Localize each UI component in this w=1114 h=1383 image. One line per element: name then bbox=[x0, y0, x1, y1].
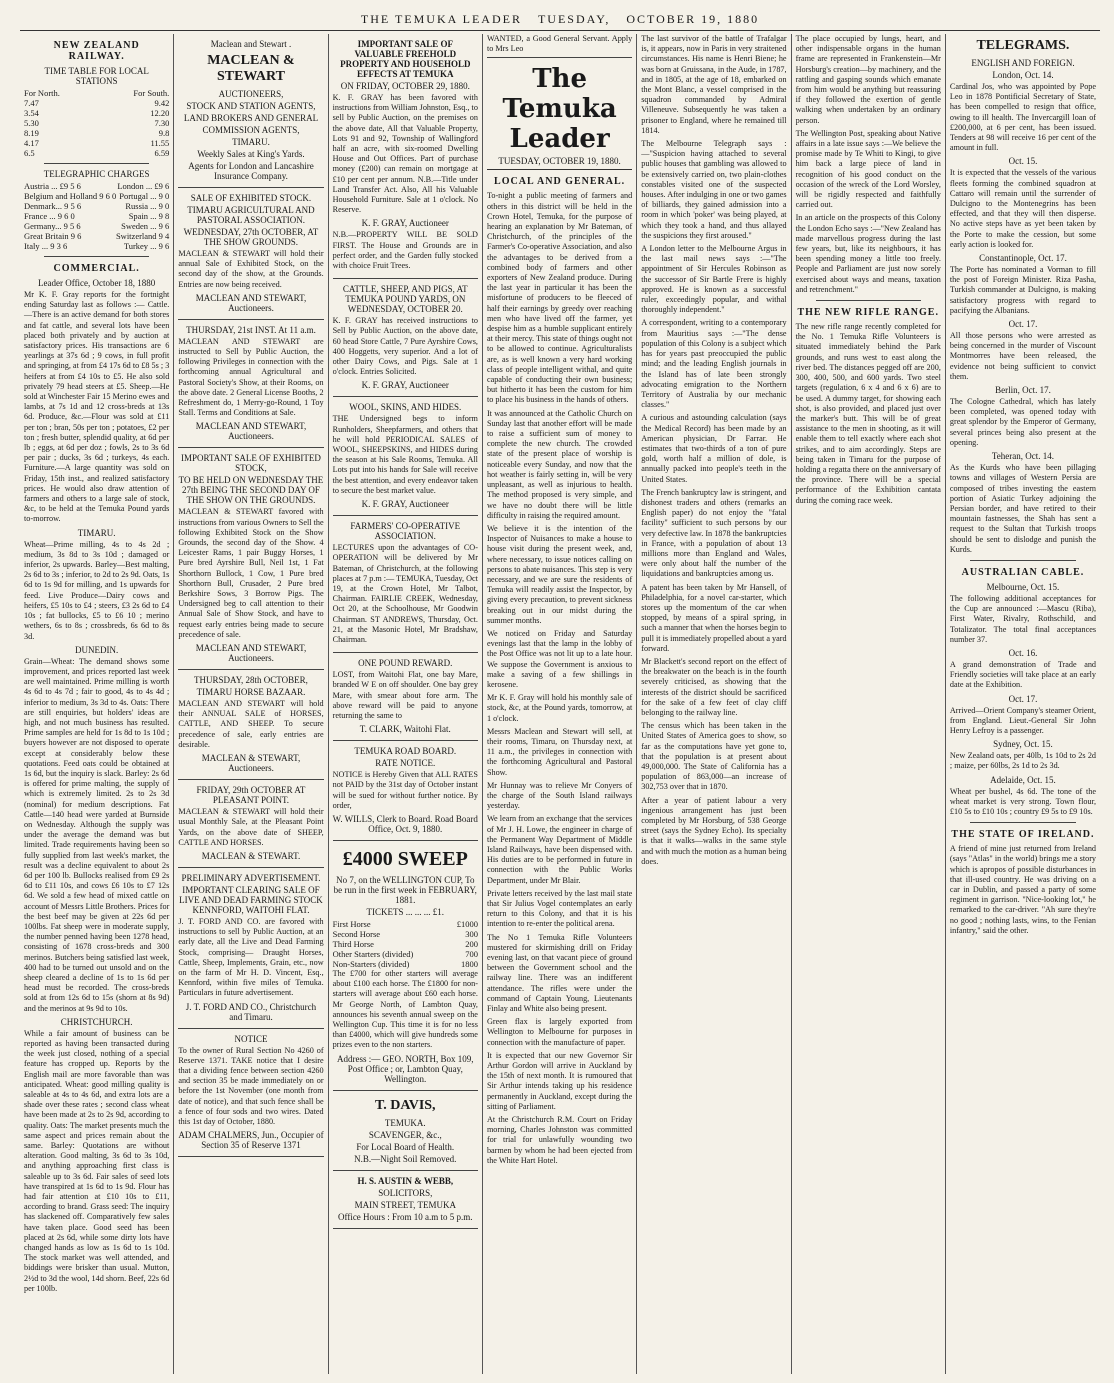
news-paragraph: The No 1 Temuka Rifle Volunteers mustered for skirmishing drill on Friday evening last, on that vacant piece of ground between the Government school and the railway line. There was an indifferent attendance. The rifles were under the command of Captain Young, Lieutenants Finlay and White also being present. bbox=[486, 932, 633, 1014]
advert-signature: J. T. FORD AND CO., Christchurch and Timaru. bbox=[185, 1001, 317, 1022]
advert-title: NOTICE bbox=[234, 1033, 268, 1044]
advert-title: TEMUKA ROAD BOARD. bbox=[354, 746, 457, 757]
advert-subtitle: No 7, on the WELLINGTON CUP, To be run in the first week in FEBRUARY, 1881. bbox=[333, 874, 477, 905]
ireland-title: THE STATE OF IRELAND. bbox=[951, 829, 1095, 841]
advert-title: IMPORTANT SALE OF VALUABLE FREEHOLD PROPERTY AND HOUSEHOLD EFFECTS AT TEMUKA bbox=[340, 39, 471, 79]
advert-subtitle: TIMARU AGRICULTURAL AND PASTORAL ASSOCIATION. bbox=[187, 205, 315, 225]
advert-solicitors bbox=[333, 1171, 478, 1229]
advert-text: N.B.—PROPERTY WILL BE SOLD FIRST. The House and Grounds are in perfect order, and the Garden fully stocked with choice Fruit Trees. bbox=[332, 230, 478, 271]
telegraph-cell: Germany... 9 5 6 bbox=[24, 221, 81, 231]
advert-wool bbox=[333, 397, 478, 516]
christchurch-title: CHRISTCHURCH. bbox=[60, 1016, 133, 1027]
telegrams-subtitle: ENGLISH AND FOREIGN. bbox=[971, 58, 1075, 68]
telegrams-title: TELEGRAMS. bbox=[976, 38, 1070, 53]
advert-signature: ADAM CHALMERS, Jun., Occupier of Section 35 of Reserve 1371 bbox=[178, 1130, 324, 1151]
advert-text: MACLEAN & STEWART will hold their annual Sale of Exhibited Stock, on the second day of the show, at the Grounds. Entries are now being received. bbox=[178, 249, 324, 289]
railway-title: NEW ZEALAND RAILWAY. bbox=[53, 40, 140, 62]
advert-line: TIMARU. bbox=[232, 137, 270, 147]
telegraph-table bbox=[24, 181, 169, 251]
train-time: 6.59 bbox=[154, 148, 170, 158]
dateline: Oct. 17. bbox=[1008, 693, 1038, 704]
telegraph-cell: Great Britain 9 6 bbox=[24, 231, 82, 241]
advert-signature: MACLEAN AND STEWART, Auctioneers. bbox=[195, 292, 307, 313]
advert-line: MAIN STREET, TEMUKA bbox=[354, 1199, 456, 1210]
news-paragraph: A curious and astounding calculation (says the Medical Record) has been made by an American physician, Dr Farrar. He estimates that two-thirds of a ton of pure gold, worth half a million of dole, is annually packed into people's teeth in the United States. bbox=[641, 413, 787, 484]
news-paragraph: The Melbourne Telegraph says :—"Suspicion having attached to several public houses that gambling was allowed to be extensively carried on, two plain-clothes constables visited one of the suspected houses. After indulging in one or two games of billiards, they gained admission into a room in which 'poker' was being played, at which they took a hand, and thus allayed the suspicions they first aroused." bbox=[641, 139, 787, 240]
train-time: 9.8 bbox=[158, 128, 170, 138]
advert-freehold bbox=[333, 34, 478, 279]
telegraph-title: TELEGRAPHIC CHARGES bbox=[43, 169, 150, 179]
telegraph-cell: Switzerland 9 4 bbox=[115, 231, 170, 241]
news-paragraph: After a year of patient labour a very ingenious arrangement has just been completed by Mr Horsburg, of 538 George street (says the Sydney Echo). Its specialty is that it walks—walks in the same style and with much the motion as a human being does. bbox=[641, 795, 787, 866]
prize-cell: 300 bbox=[465, 928, 478, 939]
dateline: London, Oct. 14. bbox=[992, 70, 1054, 80]
advert-subtitle: TIMARU HORSE BAZAAR. bbox=[196, 687, 306, 698]
column-3 bbox=[329, 34, 483, 1374]
news-paragraph: Mr Hunnay was to relieve Mr Conyers of the charge of the South Island railways yesterday. bbox=[486, 780, 633, 811]
telegraph-cell: Italy ... 9 3 6 bbox=[24, 241, 68, 251]
advert-title: SALE OF EXHIBITED STOCK. bbox=[190, 193, 312, 203]
masthead: The Temuka Leader bbox=[502, 64, 617, 155]
advert-top: Maclean and Stewart . bbox=[210, 39, 292, 49]
advert-line: Office Hours : From 10 a.m to 5 p.m. bbox=[337, 1211, 473, 1222]
telegram-text: It is expected that the vessels of the various fleets forming the combined squadron at Cattaro will remain until the surrender of Dulcigno to the Montenegrins has been effected, and that they will then disperse. No active steps have as yet been taken by the Porte to make the cession, but some early action is looked for. bbox=[949, 168, 1097, 249]
column-7 bbox=[946, 34, 1100, 1374]
north-label: For North. bbox=[24, 88, 60, 98]
dunedin-text: Grain—Wheat: The demand shows some improvement, and prices reported last week are well maintained. Prime milling is worth 4s 6d to 4s 7d ; fair to good, 4s to 4s 4d ; inferior to medium, 3s 3d to 4s. Oats: There are still enquiries, but holders' ideas are high, and not much business has resulted. Prime samples are held for 1s 8d to 1s 10d ; buyers however are not disposed to operate except at considerably below these quotations. Feed oats could be obtained at 1s 6d, but the inquiry is slack. Barley: 2s 6d is offered for prime malting, the supply of which is extremely limited. 2s to 2s 3d (nominal) for medium descriptions. Fat Cattle—140 head were yarded at Burnside on Wednesday. Although the supply was under the average the demand was but limited. Trade requirements having been so fully supplied from last week's market, the result was a decline equivalent to about 2s 6d per 100 lb. Bullocks realised from £9 2s 6d to £11 10s, and cows £6 10s to £7 12s 6d. We sold a few head of mixed cattle on account of Messrs Little Brothers. Prices for the best beef may be given at 22s 6d per 100lbs. Fat sheep were in moderate supply, the number penned having been 1278 head, consisting of 1678 cross-breds and 300 merinos. Butchers being satisfied last week, 400 had to be turned out unsold and on the sheep cleared a decline of 1s to 1s 6d per head must be recorded. The cross-breds sold at from 12s 6d to 15s (shorn at 8s 9d) and the merinos at 9s 9d to 10s. bbox=[24, 656, 170, 1013]
advert-signature: T. CLARK, Waitohi Flat. bbox=[359, 724, 451, 735]
train-time: 7.30 bbox=[154, 118, 170, 128]
news-paragraph: The place occupied by lungs, heart, and other indispensable organs in the human frame are represented in Frankenstein—Mr Horsburg's creation—by machinery, and the rattling and gasping sounds which emanate from him would be anything but reassuring if they followed the exertion of gentle walking when undertaken by an ordinary person. bbox=[795, 34, 941, 125]
advert-exhibited-stock bbox=[178, 188, 323, 320]
telegraph-cell: Russia ... 9 0 bbox=[125, 201, 170, 211]
advert-road-board bbox=[333, 741, 478, 841]
timaru-text: Wheat—Prime milling, 4s to 4s 2d ; medium, 3s 8d to 3s 10d ; damaged or inferior, 2s upwards. Barley—Best malting, 2s 6d to 3s ; inferior, to 2d to 2s 9d. Oats, 1s 6d to 1s 9d for milling, and 1s upwards for feed. Live Produce—Dairy cows and heifers, £5 10s to £4 ; steers, £3 2s 6d to £4 10s ; fat bullocks, £5 to £6 10 ; merino wethers, 6s to 8s ; crossbreds, 6s 6d to 8s 3d. bbox=[24, 539, 170, 641]
telegram-text: New Zealand oats, per 40lb, 1s 10d to 2s 2d ; maize, per 60lbs, 2s 1d to 2s 3d. bbox=[949, 751, 1097, 771]
advert-reward bbox=[333, 653, 478, 741]
telegraph-cell: Spain ... 9 8 bbox=[128, 211, 170, 221]
telegraph-cell: Turkey ... 9 6 bbox=[123, 241, 170, 251]
advert-scavenger bbox=[333, 1091, 478, 1171]
telegram-text: A grand demonstration of Trade and Friendly societies will take place at an early date at the Exhibition. bbox=[949, 659, 1097, 690]
advert-line: N.B.—Night Soil Removed. bbox=[354, 1153, 457, 1164]
advert-title: ONE POUND REWARD. bbox=[358, 658, 453, 669]
advert-signature: W. WILLS, Clerk to Board. Road Board Office, Oct. 9, 1880. bbox=[332, 813, 478, 834]
dateline: Melbourne, Oct. 15. bbox=[986, 581, 1060, 592]
rifle-range-text: The new rifle range recently completed for the No. 1 Temuka Rifle Volunteers is situated immediately behind the Park grounds, and runs west to east along the river bed. The distances pegged off are 200, 300, 400, 500, and 600 yards. Two steel targets (regulation, 6 x 4 and 6 x 6) are to be used. A dummy target, for showing each shot, is also provided, and placed just over the marker's butt. This will be of great assistance to the men in shooting, as it will enable them to tell exactly where each shot strikes, and to aim accordingly. Steps are being taken in Timaru for the purpose of holding a regatta there on the anniversary of the province. There will be a special performance of the Exhibition cantata during the coming race week. bbox=[795, 322, 941, 505]
advert-line: SCAVENGER, &c., bbox=[368, 1129, 442, 1140]
dateline: Constantinople, Oct. 17. bbox=[979, 253, 1067, 264]
advert-subtitle: TO BE HELD ON WEDNESDAY THE 27th BEING THE SECOND DAY OF THE SHOW ON THE GROUNDS. bbox=[178, 475, 324, 506]
news-paragraph: It is expected that our new Governor Sir Arthur Gordon will arrive in Auckland by the 15th of next month. It is rumoured that Sir Arthur intends taking up his residence permanently in Auckland, except during the sitting of Parliament. bbox=[486, 1050, 633, 1111]
page-header bbox=[20, 8, 1100, 31]
advert-signature: K. F. GRAY, Auctioneer bbox=[361, 499, 449, 510]
column-2 bbox=[174, 34, 328, 1374]
advert-title: FARMERS' CO-OPERATIVE ASSOCIATION. bbox=[350, 521, 461, 542]
telegraph-cell: London ... £9 6 bbox=[117, 181, 170, 191]
train-time: 5.30 bbox=[24, 118, 39, 128]
dateline: Oct. 17. bbox=[1008, 319, 1038, 330]
advert-line: Agents for London and Lancashire Insurance Company. bbox=[188, 161, 314, 181]
advert-show-sale bbox=[178, 448, 323, 670]
advert-signature: MACLEAN AND STEWART, Auctioneers. bbox=[195, 643, 307, 664]
train-time: 12.20 bbox=[150, 108, 170, 118]
news-paragraph: It was announced at the Catholic Church on Sunday last that another effort will be made to raise a sufficient sum of money to complete the new church. The crowded state of the present place of worship is noticeable every Sunday, and now that the hot weather is fairly setting in, will be very unpleasant, as well as injurious to health. The method proposed is very simple, and we have no doubt there will be little difficulty in raising the required amount. bbox=[486, 408, 633, 520]
advert-date: THURSDAY, 28th OCTOBER, bbox=[194, 675, 308, 686]
advert-line: AUCTIONEERS, bbox=[218, 89, 284, 99]
advert-pleasant-point bbox=[178, 780, 323, 868]
dateline: Oct. 16. bbox=[1008, 647, 1038, 658]
news-paragraph: In an article on the prospects of this Colony the London Echo says :—"New Zealand has made marvellous progress during the last few years, but, like its neighbours, it has been spending money a little too freely. People and Parliament are just now sorely exercised about ways and means, taxation and retrenchment." bbox=[795, 213, 941, 294]
column-1 bbox=[20, 34, 174, 1374]
train-time: 7.47 bbox=[24, 98, 39, 108]
advert-cooperative bbox=[333, 516, 478, 653]
ireland-text: A friend of mine just returned from Ireland (says "Atlas" in the world) brings me a story which is apropos of possible disturbances in that ill-used country. He was driving on a car in Dublin, and passed a party of some regiment in garrison. "Nice-looking lot," he remarked to the car-driver. "Ah sure they're no good ; nothing lasts, wins, to the Fenian infantry," said the other. bbox=[949, 844, 1097, 935]
telegram-text: All those persons who were arrested as being concerned in the murder of Viscount Montmorres have been released, the evidence not being sufficient to convict them. bbox=[949, 331, 1097, 381]
advert-signature: K. F. GRAY, Auctioneer bbox=[361, 380, 449, 391]
advert-name: T. DAVIS, bbox=[375, 1097, 436, 1113]
advert-signature: MACLEAN AND STEWART, Auctioneers. bbox=[195, 421, 307, 442]
advert-text: The £700 for other starters will average about £100 each horse. The £1800 for non-starters will average about £60 each horse. Mr George North, of Lambton Quay, announces his seventh annual sweep on the Wellington Cup. This time it is for no less than £4000, which will give hundreds some prizes even to the non starters. bbox=[332, 968, 478, 1050]
news-paragraph: A patent has been taken by Mr Hansell, of Philadelphia, for a novel car-starter, which stores up the momentum of the car when stopped, by means of a spiral spring, in such a manner that when the horses begin to pull it is immediately propelled about a yard forward. bbox=[641, 582, 787, 653]
paper-title: THE TEMUKA LEADER bbox=[360, 11, 522, 26]
header-day: TUESDAY, bbox=[537, 11, 611, 26]
telegraph-cell: Denmark... 9 5 6 bbox=[24, 201, 82, 211]
dateline: Adelaide, Oct. 15. bbox=[990, 774, 1056, 785]
advert-subtitle: RATE NOTICE. bbox=[375, 758, 436, 769]
news-paragraph: Mr Blackett's second report on the effect of the breakwater on the beach is in the fourth severely criticised, as showing that the interests of the district should be sacrificed for the sake of a few feet of clay cliff belonging to the railway line. bbox=[641, 656, 787, 717]
news-paragraph: A London letter to the Melbourne Argus in the last mail news says :—"The appointment of Sir Hercules Robinson as the successor of Sir Bartle Frere is highly approved. He is known as a successful ruler, exceedingly popular, and withal thoroughly independent." bbox=[641, 244, 787, 315]
prize-cell: Second Horse bbox=[332, 928, 381, 939]
telegraph-cell: France ... 9 6 0 bbox=[24, 211, 75, 221]
advert-signature: K. F. GRAY, Auctioneer bbox=[361, 218, 449, 229]
advert-text: J. T. FORD AND CO. are favored with instructions to sell by Public Auction, at an early date, all the Live and Dead Farming Stock, comprising— Draught Horses, Cattle, Sheep, Implements, Grain, etc., now on the farm of Mr H. D. Vincent, Esq., Kennford, within five miles of Temuka. Particulars in future advertisement. bbox=[178, 916, 324, 998]
advert-signature: MACLEAN & STEWART. bbox=[201, 850, 301, 861]
prize-cell: 700 bbox=[465, 948, 478, 959]
advert-line: Weekly Sales at King's Yards. bbox=[197, 149, 305, 159]
advert-subtitle: IMPORTANT CLEARING SALE OF LIVE AND DEAD FARMING STOCK KENNFORD, WAITOHI FLAT. bbox=[179, 884, 323, 915]
news-paragraph: The Wellington Post, speaking about Native affairs in a late issue says :—We believe the promise made by Te Whiti to Kingi, to give him back a large piece of land in recognition of his good conduct on the occasion of the wreck of the Lord Worsley, will be rigidly respected and faithfully carried out. bbox=[795, 128, 941, 210]
column-6 bbox=[792, 34, 946, 1374]
commercial-date: Leader Office, October 18, 1880 bbox=[38, 278, 156, 288]
advert-text: LOST, from Waitohi Flat, one bay Mare, branded W E on off shoulder. One bay grey Mare, with smear about fore arm. The above reward will be paid to anyone returning the same to bbox=[332, 670, 478, 720]
advert-line: TICKETS ... ... ... £1. bbox=[366, 906, 445, 917]
column-5 bbox=[637, 34, 791, 1374]
advert-text: To the owner of Rural Section No 4260 of Reserve 1371. TAKE notice that I desire that a dividing fence between section 4260 and section 35 be made immediately on or before the 1st November (one month from date of notice), and that such fence shall be a fence of four sods and two wires. Dated this 1st day of October, 1880. bbox=[178, 1045, 324, 1126]
telegram-text: The Porte has nominated a Vorman to fill the post of Foreign Minister. Riza Pasha, Turkish commander at Dulcigno, is making satisfactory progress with regard to pacifying the Albanians. bbox=[949, 265, 1097, 315]
news-paragraph: At the Christchurch R.M. Court on Friday morning, Charles Johnston was committed for trial for unlawfully wounding two barmen by whom he had been ejected from the White Hart Hotel. bbox=[486, 1115, 633, 1165]
advert-clearing-sale bbox=[178, 868, 323, 1029]
advert-text: NOTICE is Hereby Given that ALL RATES not PAID by the 31st day of October instant will be sued for without further notice. By order, bbox=[332, 770, 478, 810]
telegraph-cell: Sweden ... 9 6 bbox=[121, 221, 170, 231]
advert-address: Address :— GEO. NORTH, Box 109, Post Office ; or, Lambton Quay, Wellington. bbox=[337, 1053, 474, 1084]
advert-date: THURSDAY, 21st INST. At 11 a.m. bbox=[186, 324, 316, 335]
advert-title: PRELIMINARY ADVERTISEMENT. bbox=[181, 872, 321, 883]
train-time: 11.55 bbox=[150, 138, 170, 148]
prize-cell: Non-Starters (divided) bbox=[332, 958, 410, 969]
train-time: 8.19 bbox=[24, 128, 39, 138]
news-paragraph: Messrs Maclean and Stewart will sell, at their rooms, Timaru, on Thursday next, at 11 a.m., the privileges in connection with the forthcoming Agricultural and Pastoral Show. bbox=[486, 726, 633, 777]
train-time: 3.54 bbox=[24, 108, 39, 118]
australian-cable-title: AUSTRALIAN CABLE. bbox=[961, 566, 1085, 578]
advert-title: IMPORTANT SALE OF EXHIBITED STOCK, bbox=[181, 453, 321, 474]
prize-cell: First Horse bbox=[332, 918, 371, 929]
telegraph-cell: Portugal ... 9 0 bbox=[119, 191, 170, 201]
telegram-text: Arrived—Orient Company's steamer Orient, from England. Lieut.-General Sir John Henry Lefroy is a passenger. bbox=[949, 705, 1097, 735]
advert-text: K. F. GRAY has been favored with instructions from William Johnston, Esq., to sell by Public Auction, on the premises on the above date, All that Valuable Property, Lots 91 and 92, Township of Wallingford half an acre, with six-roomed Dwelling House and Out Offices. Part of purchase money (£200) can remain on mortgage at £10 per cent per annum. N.B.—Title under Land Transfer Act. Also, All his Valuable Household Furniture. Sale at 1 o'clock. No Reserve. bbox=[332, 93, 478, 215]
train-time: 4.17 bbox=[24, 138, 39, 148]
advert-text: MACLEAN & STEWART favored with instructions from various Owners to Sell the following Exhibited Stock on the Show Grounds, the second day of the Show. 4 Leicester Rams, 1 pair Buggy Horses, 1 Pure bred Ayrshire Bull, Neil 1st, 1 Fat Shorthorn Bullock, 1 Cow, 1 Pure bred Shorthorn Bull, Crusader, 2 Pure bred Berkshire Sows, 3 Borrow Pigs. The Undersigned beg to call attention to their Annual Sale of Show Stock, and have to request early entries being made to secure precedence of sale. bbox=[178, 507, 324, 639]
advert-text: LECTURES upon the advantages of CO-OPERATION will be delivered by Mr Bateman, of Christchurch, at the following places at 7 p.m :— TEMUKA, Tuesday, Oct 19, at the Crown Hotel, Mr Talbot, Chairman. FAIRLIE CREEK, Wednesday, Oct 20, at the Schoolhouse, Mr Goodwin Chairman. ST ANDREWS, Thursday, Oct. 21, at the Masonic Hotel, Mr Bradshaw, Chairman. bbox=[332, 543, 478, 644]
news-paragraph: The French bankruptcy law is stringent, and dishonest traders and others (remarks an English paper) do not enjoy the "fatal facility" sufficient to such persons by our very defective law. In 1878 the bankruptcies in France, with a population of about 13 millions more than England and Wales, were only about half the number of the liquidations and bankruptcies among us. bbox=[641, 487, 787, 579]
news-paragraph: Private letters received by the last mail state that Sir Julius Vogel contemplates an early return to this Colony, and that it is his intention to re-enter the political arena. bbox=[486, 888, 633, 929]
train-time: 6.5 bbox=[24, 148, 35, 158]
telegraph-cell: Austria ... £9 5 6 bbox=[24, 181, 81, 191]
advert-text: THE Undersigned begs to inform Runholders, Sheepfarmers, and others that he will hold PERIODICAL SALES of WOOL, SHEEPSKINS, and HIDES during the season at his Sale Rooms, Temuka. All Lots put into his hands for Sale will receive the best attention, and every endeavor taken to secure the best market value. bbox=[332, 414, 478, 495]
prize-cell: Third Horse bbox=[332, 938, 374, 949]
prize-table bbox=[333, 919, 478, 969]
telegram-text: The following additional acceptances for the Cup are announced :—Mascu (Riba), First Water, Rivalry, Rothschild, and Totalizator. The total final acceptances number 37. bbox=[949, 593, 1097, 644]
advert-text: K. F. GRAY has received instructions to Sell by Public Auction, on the above date, 60 head Store Cattle, 7 Pure Ayrshire Cows, 400 Hoggetts, very superior. And a lot of other Dairy Cows, and Pigs. Sale at 1 o'clock. Entries Solicited. bbox=[332, 316, 478, 377]
news-paragraph: A correspondent, writing to a contemporary from Mauritius says :—"The dense population of this Colony is a subject which has for years past preoccupied the public mind; and the leading English journals in the Island has of late been strongly advocating emigration to the Northern Territory of Australia by our mechanic classes." bbox=[641, 318, 787, 410]
news-paragraph: To-night a public meeting of farmers and others in this district will be held in the Crown Hotel, Temuka, for the purpose of hearing an explanation by Mr Bateman, of Christchurch, of the principles of the Farmer's Co-operative Association, and also the advantages to be derived from a combined body of farmers and other exporters of New Zealand produce. During the last year in particular it has been the misfortune of producers to be fleeced of half their earnings by greedy over reaching men who have lived off the farmer, yet despise him as a humble supplicant entirely at their mercy. This state of things ought not to be allowed to continue. Agriculturalists are, as is well known a very hard working class of people intelligent withal, and quite capable of conducting their own business; but hitherto it has been the custom for him to place his business in the hands of others. bbox=[486, 191, 633, 405]
train-time: 9.42 bbox=[154, 98, 170, 108]
advert-title: WOOL, SKINS, AND HIDES. bbox=[349, 402, 462, 413]
advert-date: WEDNESDAY, 27th OCTOBER, AT THE SHOW GROUNDS. bbox=[183, 227, 319, 247]
advert-text: MACLEAN AND STEWART will hold their ANNUAL SALE of HORSES, CATTLE, AND SHEEP. To secure precedence of sale, early entries are desirable. bbox=[178, 699, 324, 749]
news-paragraph: We believe it is the intention of the Inspector of Nuisances to make a house to house visit during the present week, and, where necessary, to issue notices calling on persons to abate nuisances. This step is very necessary, and we are sure the residents of Temuka will readily assist the Inspector, by giving every precaution, to prevent sickness breaking out in our midst during the summer months. bbox=[486, 523, 633, 625]
dateline: Sydney, Oct. 15. bbox=[993, 739, 1053, 750]
advert-line: STOCK AND STATION AGENTS, bbox=[186, 101, 316, 111]
masthead-date: TUESDAY, OCTOBER 19, 1880. bbox=[487, 156, 632, 170]
wanted-advert: WANTED, a Good General Servant. Apply to Mrs Leo bbox=[487, 34, 632, 58]
timetable-title: TIME TABLE FOR LOCAL STATIONS bbox=[44, 66, 149, 86]
advert-fence-notice bbox=[178, 1029, 323, 1158]
advert-text: MACLEAN & STEWART will hold their usual Monthly Sale, at the Pleasant Point Yards, on the above date of SHEEP, CATTLE AND HORSES. bbox=[178, 807, 324, 847]
timaru-title: TIMARU. bbox=[77, 527, 116, 538]
news-paragraph: Mr K. F. Gray will hold his monthly sale of stock, &c, at the Pound yards, tomorrow, at 1 o'clock. bbox=[486, 693, 633, 723]
advert-name: MACLEAN & STEWART bbox=[207, 53, 295, 84]
prize-cell: £1000 bbox=[456, 918, 478, 929]
header-date: OCTOBER 19, 1880 bbox=[626, 11, 760, 26]
news-paragraph: The census which has been taken in the United States of America goes to show, so far as the computations have yet gone to, that the population is at present about 49,000,000. The State of California has a population of 863,000—an increase of 302,753 over that in 1870. bbox=[641, 721, 787, 792]
rifle-range-title: THE NEW RIFLE RANGE. bbox=[797, 307, 939, 319]
advert-line: SOLICITORS, bbox=[378, 1187, 433, 1198]
advert-signature: MACLEAN & STEWART, Auctioneers. bbox=[201, 753, 301, 774]
section-title: LOCAL AND GENERAL. bbox=[494, 176, 626, 188]
advert-privileges bbox=[178, 320, 323, 449]
advert-text: MACLEAN AND STEWART are instructed to Sell by Public Auction, the following Privileges in connection with the forthcoming annual Agricultural and Pastoral Society's Show, at their Rooms, on the above date. 2 General License Booths, 2 Refreshment do, 1 Merry-go-Round, 1 Toy Stall. Terms and Conditions at Sale. bbox=[178, 336, 324, 418]
news-paragraph: We learn from an exchange that the services of Mr J. H. Lowe, the engineer in charge of the Permanent Way Department of Middle Island Railways, have been dispensed with. His duties are to be performed in future in connection with the Public Works Department, under Mr Blair. bbox=[486, 814, 633, 885]
telegram-text: As the Kurds who have been pillaging towns and villages of Western Persia are composed of tribes investing the eastern portion of Asiatic Turkey adjoining the Persian border, and have retired to their mountain fastnesses, the Shah has sent a request to the Sultan that Turkish troops should be sent to dislodge and punish the Kurds. bbox=[949, 463, 1097, 554]
advert-pound-yards bbox=[333, 279, 478, 397]
advert-line: TEMUKA. bbox=[384, 1117, 426, 1128]
advert-date: ON FRIDAY, OCTOBER 29, 1880. bbox=[340, 81, 470, 91]
news-paragraph: Green flax is largely exported from Wellington to Melbourne for purposes in connection with the manufacture of paper. bbox=[486, 1017, 633, 1047]
column-4 bbox=[483, 34, 637, 1374]
christchurch-text: While a fair amount of business can be reported as having been transacted during the week just closed, nothing of a special feature has cropped up. Reports by the English mail are more favorable than was anticipated. Wheat: good milling quality is saleable at 4s to 4s 6d, and extra lots are a shade over these rates ; second class wheat have been made at 2s to 2s 9d, according to quality. Oats: The market presents much the same aspect and prices remain about the same. Barley: Quotations are without alteration. Good malting, 3s 6d to 3s 10d, and anything approaching first class is saleable up to 3s 6d. Fair sales of seed lots have transpired at 1s 6d to 1s 9d. Flour has had fair attention at £10 10s to £11, according to brand. Grass seed: The inquiry has slackened off. Comparatively few sales have taken place. Good seed has been placed at 2s 6d, while some dirty lots have changed hands as low as 1s 6d to 1s 10d. The stock market was well attended, and biddings were brisker than usual. Mutton, 2½d to 3d the wool, 14d shorn. Beef, 22s 6d per 100lb. bbox=[24, 1028, 170, 1293]
prize-cell: 1800 bbox=[460, 958, 478, 969]
commercial-text: Mr K. F. Gray reports for the fortnight ending Saturday last as follows :— Cattle.—There is an active demand for both stores and fat cattle, and several lots have been placed both privately and by auction at satisfactory prices. His transactions are 6 yearlings at 37s 6d ; 9 cows, in full profit and springing, at from £4 17s 6d to £8 5s ; 3 heifers at from £4 10s to £5. He also sold privately 79 head steers at £5. Sheep.—He sold at Winchester Fair 15 Merino ewes and lambs, at 7s 1d and 12 cross-breds at 13s 6d. Produce, &c.—Flour was sold at £11 per ton ; bran, 50s per ton ; potatoes, £2 per ton ; fresh butter, splendid quality, at 6d per lb ; eggs, at 6d per doz ; fowls, 2s to 3s 6d per pair ; ducks, 3s 6d ; turkeys, 4s each. Furniture.—A large quantity was sold on Friday, 15th inst., and realized satisfactory prices. He would also draw attention of farmers and others to a large sale of stock, &c, to be held at the Temuka Pound yards to-morrow. bbox=[24, 290, 170, 524]
commercial-title: COMMERCIAL. bbox=[53, 263, 140, 274]
telegram-text: Wheat per bushel, 4s 6d. The tone of the wheat market is very strong. Town flour, £10 5s to £10 10s ; country £9 5s to £9 10s. bbox=[949, 786, 1097, 816]
south-label: For South. bbox=[133, 88, 170, 98]
advert-horse-bazaar bbox=[178, 670, 323, 780]
prize-cell: Other Starters (divided) bbox=[332, 948, 414, 959]
prize-cell: 200 bbox=[465, 938, 478, 949]
telegram-text: The Cologne Cathedral, which has lately been completed, was opened today with great splendor by the Emperor of Germany, several princes being also present at the opening. bbox=[949, 397, 1097, 447]
advert-date: FRIDAY, 29th OCTOBER AT PLEASANT POINT. bbox=[196, 785, 306, 806]
advert-title: £4000 SWEEP bbox=[342, 847, 468, 870]
dateline: Berlin, Oct. 17. bbox=[995, 385, 1051, 396]
dateline: Oct. 15. bbox=[1008, 156, 1038, 167]
advert-maclean-stewart bbox=[178, 34, 323, 188]
telegram-text: Cardinal Jos, who was appointed by Pope Leo in 1878 Pontificial Secretary of State, has been compelled to resign that office, owing to ill health. The Invercargill loan of £200,000, at 6 per cent, has been issued. Tenders at 98 will receive 16 per cent of the amount in full. bbox=[949, 82, 1097, 153]
advert-sweep bbox=[333, 841, 478, 1091]
advert-name: H. S. AUSTIN & WEBB, bbox=[357, 1175, 454, 1186]
dateline: Teheran, Oct. 14. bbox=[991, 451, 1054, 462]
advert-line: COMMISSION AGENTS, bbox=[202, 125, 300, 135]
dunedin-title: DUNEDIN. bbox=[75, 644, 119, 655]
news-paragraph: We noticed on Friday and Saturday evenings last that the lamp in the lobby of the Post Office was not lit up to a late hour. We suppose the Government is anxious to make a saving of a few shillings in kerosene. bbox=[486, 628, 633, 689]
news-paragraph: The last survivor of the battle of Trafalgar is, it appears, now in Paris in very straitened circumstances. His name is Henri Biene; he was born at Gruissana, in the Aude, in 1787, and in 1805, at the age of 18, embarked on the Mont Blanc, a vessel comprised in the squadron commanded by Admiral Villeneuve. Subsequently he was taken a prisoner to England, where he remained till 1814. bbox=[641, 34, 787, 135]
advert-title: CATTLE, SHEEP, AND PIGS, AT TEMUKA POUND YARDS, ON WEDNESDAY, OCTOBER 20. bbox=[342, 284, 468, 315]
advert-line: For Local Board of Health. bbox=[356, 1141, 455, 1152]
telegraph-cell: Belgium and Holland 9 6 0 bbox=[24, 191, 117, 201]
advert-line: LAND BROKERS AND GENERAL bbox=[183, 113, 319, 123]
